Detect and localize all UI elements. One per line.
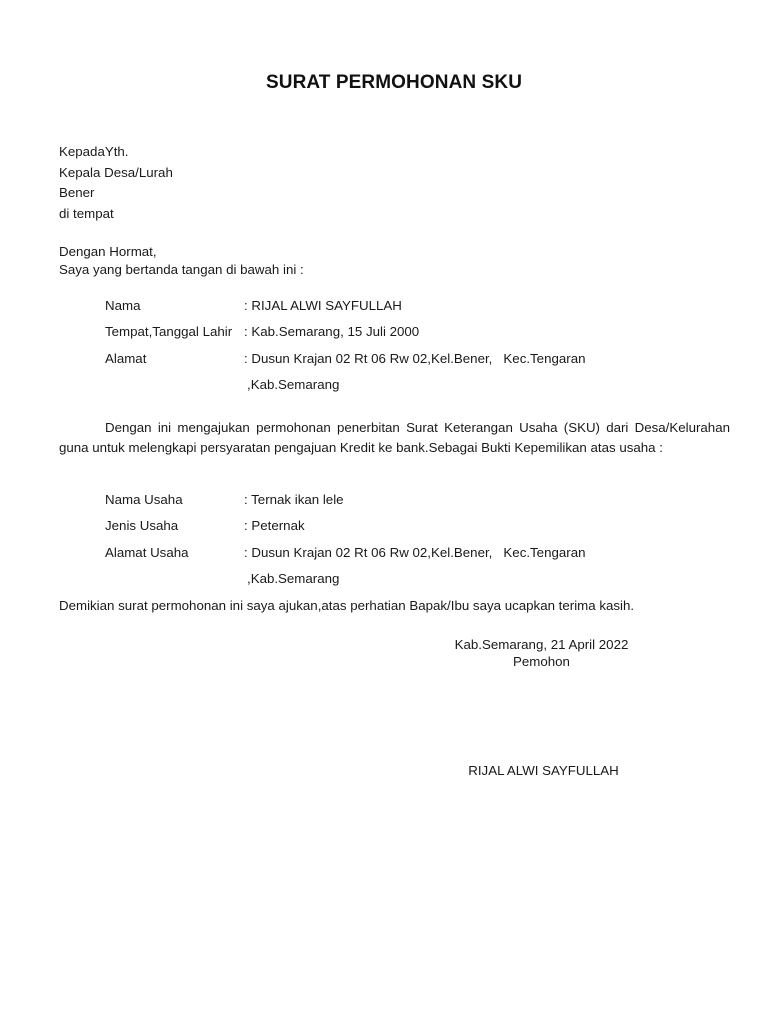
business-address-value: : Dusun Krajan 02 Rt 06 Rw 02,Kel.Bener, Kec.Tengaran: [244, 545, 586, 560]
applicant-address-continued: ,Kab.Semarang: [247, 377, 340, 392]
business-address-label: Alamat Usaha: [105, 545, 189, 560]
signature-name: RIJAL ALWI SAYFULLAH: [468, 763, 619, 778]
applicant-birth-label: Tempat,Tanggal Lahir: [105, 324, 233, 339]
applicant-name-label: Nama: [105, 298, 141, 313]
applicant-birth-value: : Kab.Semarang, 15 Juli 2000: [244, 324, 420, 339]
recipient-line-2: Kepala Desa/Lurah: [59, 165, 173, 180]
business-name-value: : Ternak ikan lele: [244, 492, 344, 507]
applicant-address-label: Alamat: [105, 351, 147, 366]
letter-title: SURAT PERMOHONAN SKU: [265, 72, 523, 93]
intro-text: Saya yang bertanda tangan di bawah ini :: [59, 262, 304, 277]
signature-place-date: Kab.Semarang, 21 April 2022: [454, 637, 629, 652]
business-type-value: : Peternak: [244, 518, 305, 533]
request-paragraph: Dengan ini mengajukan permohonan penerbitan Surat Keterangan Usaha (SKU) dari Desa/Kelurahan guna untuk melengkapi persyaratan pengajuan Kredit ke bank.Sebagai Bukti Kepemilikan atas usaha :: [59, 420, 730, 455]
signature-role: Pemohon: [513, 654, 570, 669]
applicant-name-value: : RIJAL ALWI SAYFULLAH: [244, 298, 402, 313]
recipient-line-4: di tempat: [59, 206, 114, 221]
business-address-continued: ,Kab.Semarang: [247, 571, 340, 586]
recipient-line-1: KepadaYth.: [59, 144, 129, 159]
recipient-line-3: Bener: [59, 185, 95, 200]
closing-text: Demikian surat permohonan ini saya ajukan,atas perhatian Bapak/Ibu saya ucapkan terima kasih.: [59, 598, 635, 613]
applicant-address-value: : Dusun Krajan 02 Rt 06 Rw 02,Kel.Bener, Kec.Tengaran: [244, 351, 586, 366]
business-type-label: Jenis Usaha: [105, 518, 179, 533]
greeting: Dengan Hormat,: [59, 244, 157, 259]
business-name-label: Nama Usaha: [105, 492, 183, 507]
